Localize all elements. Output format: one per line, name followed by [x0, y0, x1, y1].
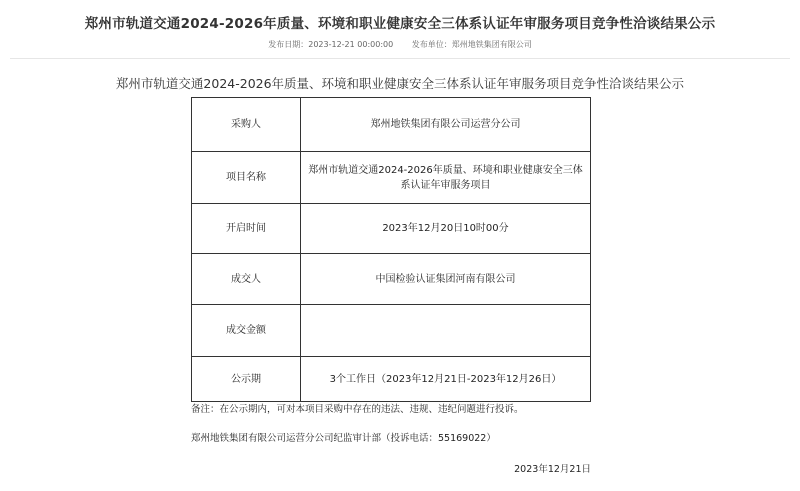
header-divider [10, 58, 790, 59]
publisher: 发布单位：郑州地铁集团有限公司 [411, 40, 532, 49]
remark-text: 备注：在公示期内，可对本项目采购中存在的违法、违规、违纪问题进行投诉。 [191, 404, 524, 415]
publish-meta [0, 39, 800, 50]
table-cell-label: 采购人 [192, 98, 301, 152]
table-cell-value: 郑州市轨道交通2024-2026年质量、环境和职业健康安全三体系认证年审服务项目 [301, 152, 591, 204]
table-cell-value: 郑州地铁集团有限公司运营分公司 [301, 98, 591, 152]
table-cell-value: 3个工作日（2023年12月21日-2023年12月26日） [301, 357, 591, 402]
publish-date: 发布日期：2023-12-21 00:00:00 [268, 40, 394, 49]
content-title: 郑州市轨道交通2024-2026年质量、环境和职业健康安全三体系认证年审服务项目竞争性洽谈结果公示 [115, 76, 685, 91]
table-cell-label: 开启时间 [192, 204, 301, 254]
table-row [192, 357, 591, 402]
publish-footer-date: 2023年12月21日 [514, 464, 591, 475]
result-table [191, 97, 591, 402]
table-cell-value: 中国检验认证集团河南有限公司 [301, 254, 591, 305]
table-row [192, 98, 591, 152]
complaint-contact: 郑州地铁集团有限公司运营分公司纪监审计部（投诉电话：55169022） [191, 433, 496, 444]
table-cell-label: 成交人 [192, 254, 301, 305]
page-title: 郑州市轨道交通2024-2026年质量、环境和职业健康安全三体系认证年审服务项目竞争性洽谈结果公示 [84, 16, 716, 32]
table-row [192, 305, 591, 357]
table-cell-label: 成交金额 [192, 305, 301, 357]
table-row [192, 152, 591, 204]
notes-section [191, 400, 591, 477]
table-cell-value: 2023年12月20日10时00分 [301, 204, 591, 254]
table-cell-value [301, 305, 591, 357]
table-cell-label: 项目名称 [192, 152, 301, 204]
table-row [192, 204, 591, 254]
table-row [192, 254, 591, 305]
table-cell-label: 公示期 [192, 357, 301, 402]
